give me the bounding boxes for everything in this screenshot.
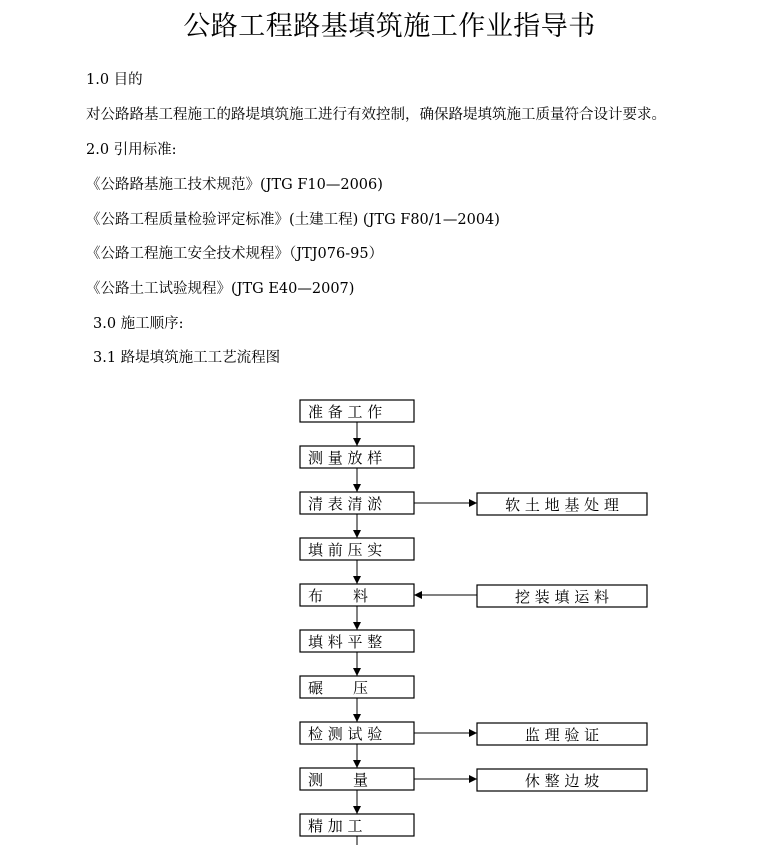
purpose-text: 对公路路基工程施工的路堤填筑施工进行有效控制，确保路堤填筑施工质量符合设计要求。 [86,107,666,123]
flow-step-label: 布 料 [308,587,369,605]
standard-item: 《公路路基施工技术规范》(JTG F10—2006) [86,177,383,193]
flow-arrow-down [353,576,361,584]
flow-side-label: 休 整 边 坡 [524,772,600,790]
flow-arrow-down [353,530,361,538]
flow-arrow-down [353,622,361,630]
standard-item: 《公路工程质量检验评定标准》(土建工程) (JTG F80/1—2004) [86,212,500,228]
flow-arrow-down [353,760,361,768]
flow-side-label: 软 土 地 基 处 理 [505,496,619,514]
section-sequence-heading: 3.0 施工顺序: [93,316,184,332]
flow-arrow-down [353,484,361,492]
flow-arrow-down [353,668,361,676]
flow-step-label: 测 量 [308,771,369,789]
flowchart-caption: 3.1 路堤填筑施工工艺流程图 [93,350,281,366]
flow-step-label: 碾 压 [308,679,369,697]
flow-step-label: 测 量 放 样 [308,449,383,467]
flow-step-label: 清 表 清 淤 [308,495,383,513]
flow-step-label: 准 备 工 作 [308,403,383,421]
flow-step-label: 精 加 工 [308,817,363,835]
flow-arrow-left [414,591,422,599]
section-purpose-heading: 1.0 目的 [86,72,143,88]
document-title: 公路工程路基填筑施工作业指导书 [183,11,596,42]
process-flowchart [0,390,779,845]
standard-item: 《公路土工试验规程》(JTG E40—2007) [86,281,355,297]
flow-step-label: 检 测 试 验 [308,725,383,743]
flow-arrow-down [353,438,361,446]
flow-arrow-right [469,499,477,507]
flow-step-label: 填 料 平 整 [308,633,383,651]
flow-side-label: 挖 装 填 运 料 [514,588,610,606]
flow-step-label: 填 前 压 实 [308,541,383,559]
flow-arrow-down [353,714,361,722]
section-standards-heading: 2.0 引用标准: [86,142,177,158]
standard-item: 《公路工程施工安全技术规程》（JTJ076-95） [86,246,384,262]
flow-side-label: 监 理 验 证 [524,726,600,744]
flow-arrow-right [469,775,477,783]
flow-arrow-right [469,729,477,737]
flow-arrow-down [353,806,361,814]
